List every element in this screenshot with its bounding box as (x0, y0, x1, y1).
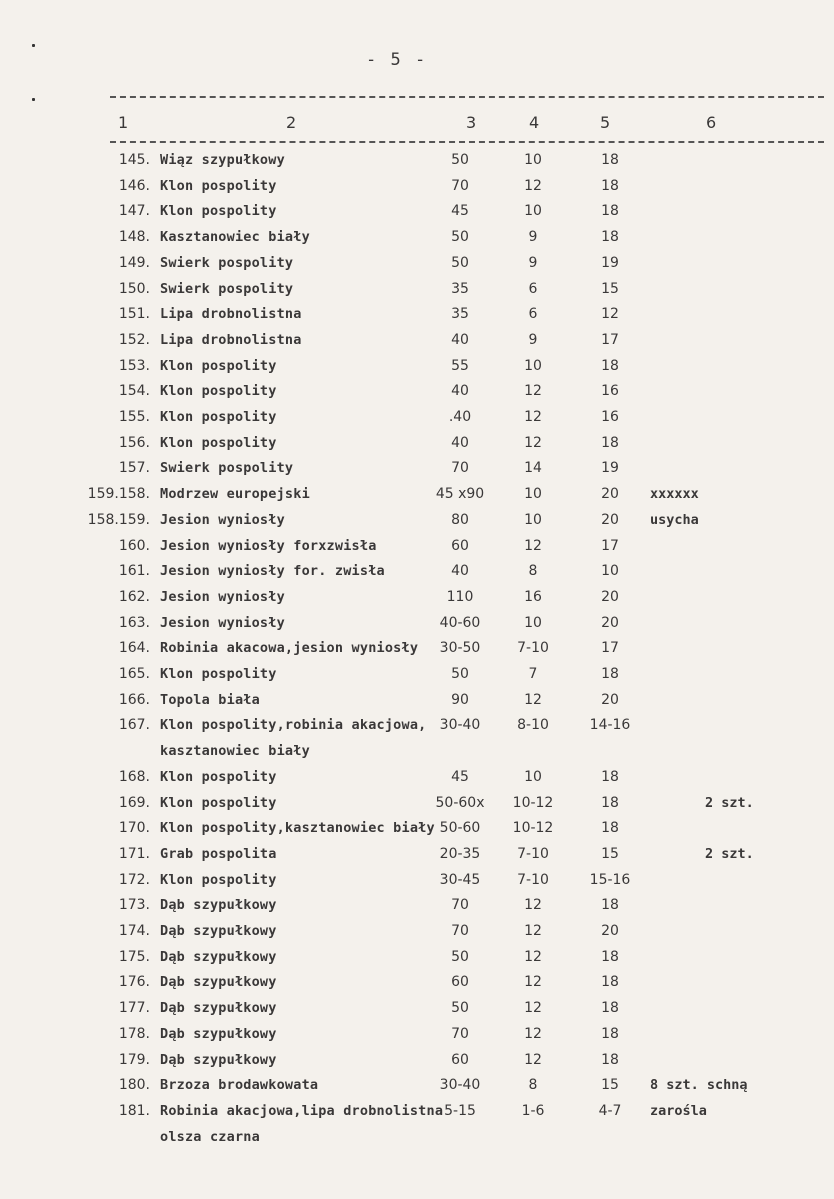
column-3-value: 110 (446, 588, 474, 605)
table-row (0, 846, 834, 871)
remarks: xxxxxx (650, 486, 699, 503)
column-3-value: 35 (451, 306, 469, 323)
row-number: 172. (118, 871, 150, 888)
species-name: Klon pospolity (160, 768, 277, 785)
column-4-value: 1-6 (521, 1102, 545, 1119)
table-row (0, 949, 834, 974)
table-row (0, 512, 834, 537)
species-name: Kasztanowiec biały (160, 229, 310, 246)
column-3-value: 55 (451, 357, 469, 374)
row-number: 175. (118, 948, 150, 965)
row-number: 178. (118, 1025, 150, 1042)
column-3-value: 40-60 (439, 614, 481, 631)
column-5-value: 17 (601, 331, 619, 348)
species-name: Swierk pospolity (160, 460, 294, 477)
column-3-value: 40 (451, 331, 469, 348)
column-3-value: 20-35 (439, 845, 481, 862)
column-4-value: 10 (524, 357, 542, 374)
column-4-value: 12 (524, 177, 542, 194)
column-5-value: 15 (601, 280, 619, 297)
column-4-value: 16 (524, 588, 542, 605)
species-name: Jesion wyniosły for. zwisła (160, 563, 385, 580)
row-number: 149. (118, 254, 150, 271)
column-3-value: 40 (451, 434, 469, 451)
column-3-value: 30-45 (439, 871, 481, 888)
column-5-value: 18 (601, 820, 619, 837)
column-4-value: 8-10 (517, 717, 549, 734)
species-name: Jesion wyniosły (160, 511, 285, 528)
column-3-value: 50 (451, 948, 469, 965)
column-5-value: 20 (601, 691, 619, 708)
column-5-value: 20 (601, 511, 619, 528)
column-3-value: 60 (451, 537, 469, 554)
species-name: Dąb szypułkowy (160, 974, 277, 991)
table-row (0, 203, 834, 228)
column-4-value: 7-10 (517, 845, 549, 862)
species-name: Klon pospolity (160, 666, 277, 682)
species-name: Klon pospolity (160, 871, 277, 888)
row-number: 170. (118, 820, 150, 837)
column-4-value: 12 (524, 948, 542, 965)
column-5-value: 12 (601, 306, 619, 323)
table-row (0, 332, 834, 357)
table-row (0, 666, 834, 691)
species-name: Robinia akacjowa,lipa drobnolistna (160, 1102, 444, 1119)
column-3-value: 50 (451, 666, 469, 682)
row-number: 145. (118, 152, 150, 168)
column-4-value: 12 (524, 691, 542, 708)
row-number: 150. (118, 280, 150, 297)
column-5-value: 20 (601, 614, 619, 631)
species-name: Grab pospolita (160, 845, 277, 862)
row-number: 165. (118, 666, 150, 682)
row-number: 156. (118, 434, 150, 451)
remarks: 8 szt. schną (650, 1077, 748, 1094)
column-5-value: 15 (601, 1077, 619, 1094)
column-3-value: 70 (451, 177, 469, 194)
column-4-value: 10 (524, 486, 542, 503)
table-row (0, 486, 834, 511)
column-3-value: .40 (448, 409, 472, 425)
column-5-value: 18 (601, 794, 619, 811)
column-3-value: 45 x90 (435, 486, 485, 503)
row-number: 147. (118, 203, 150, 220)
column-4-value: 12 (524, 434, 542, 451)
column-4-value: 7 (528, 666, 538, 682)
column-5-value: 19 (601, 460, 619, 477)
species-name: Modrzew europejski (160, 486, 310, 503)
column-3-value: 70 (451, 460, 469, 477)
column-3-value: 70 (451, 923, 469, 939)
column-4-value: 12 (524, 1000, 542, 1017)
speck (32, 98, 35, 101)
species-name: Jesion wyniosły (160, 614, 285, 631)
row-number: 173. (118, 897, 150, 914)
row-number: 146. (118, 177, 150, 194)
species-name: Klon pospolity (160, 409, 277, 425)
column-3-value: 50 (451, 254, 469, 271)
column-5-value: 20 (601, 588, 619, 605)
column-4-value: 10 (524, 203, 542, 220)
column-3-value: 40 (451, 563, 469, 580)
column-header-4: 4 (529, 113, 540, 132)
table-row (0, 615, 834, 640)
species-name: kasztanowiec biały (160, 743, 310, 760)
row-number: 167. (118, 717, 150, 734)
column-4-value: 14 (524, 460, 542, 477)
column-3-value: 70 (451, 1025, 469, 1042)
column-5-value: 18 (601, 152, 619, 168)
table-row (0, 743, 834, 768)
column-3-value: 30-40 (439, 1077, 481, 1094)
column-4-value: 12 (524, 383, 542, 400)
row-number: 152. (118, 331, 150, 348)
species-name: Brzoza brodawkowata (160, 1077, 319, 1094)
column-4-value: 6 (528, 280, 538, 297)
column-3-value: 40 (451, 383, 469, 400)
table-row (0, 435, 834, 460)
species-name: Swierk pospolity (160, 254, 294, 271)
column-header-6: 6 (706, 113, 717, 132)
row-number: 153. (118, 357, 150, 374)
column-header-3: 3 (466, 113, 477, 132)
table-row (0, 1052, 834, 1077)
column-4-value: 9 (528, 331, 538, 348)
table-row (0, 538, 834, 563)
column-5-value: 19 (601, 254, 619, 271)
table-row (0, 820, 834, 845)
column-5-value: 20 (601, 486, 619, 503)
table-row (0, 1103, 834, 1128)
column-4-value: 6 (528, 306, 538, 323)
column-3-value: 90 (451, 691, 469, 708)
column-5-value: 15-16 (589, 871, 631, 888)
column-3-value: 45 (451, 203, 469, 220)
row-number: 163. (118, 614, 150, 631)
table-row (0, 1077, 834, 1102)
column-4-value: 7-10 (517, 640, 549, 657)
page-number: - 5 - (366, 50, 428, 70)
row-number: 168. (118, 768, 150, 785)
table-row (0, 1026, 834, 1051)
table-row (0, 692, 834, 717)
row-number: 177. (118, 1000, 150, 1017)
table-row (0, 640, 834, 665)
column-5-value: 17 (601, 537, 619, 554)
species-name: Klon pospolity (160, 177, 277, 194)
species-name: Klon pospolity,robinia akacjowa, (160, 717, 427, 734)
column-4-value: 9 (528, 254, 538, 271)
column-5-value: 15 (601, 845, 619, 862)
row-number: 181. (118, 1102, 150, 1119)
remarks: zarośla (650, 1102, 707, 1119)
species-name: Robinia akacowa,jesion wyniosły (160, 640, 419, 657)
species-name: Klon pospolity (160, 794, 277, 811)
column-3-value: 50 (451, 229, 469, 246)
column-5-value: 18 (601, 1000, 619, 1017)
column-header-5: 5 (600, 113, 611, 132)
table-row (0, 769, 834, 794)
column-5-value: 18 (601, 666, 619, 682)
column-header-2: 2 (286, 113, 297, 132)
species-name: Klon pospolity (160, 203, 277, 220)
species-name: Dąb szypułkowy (160, 1051, 277, 1068)
column-3-value: 50-60x (435, 794, 485, 811)
table-row (0, 897, 834, 922)
row-number: 154. (118, 383, 150, 400)
table-row (0, 281, 834, 306)
species-name: Klon pospolity (160, 434, 277, 451)
table-row (0, 795, 834, 820)
column-5-value: 18 (601, 974, 619, 991)
remarks: 2 szt. (705, 794, 754, 811)
table-row (0, 358, 834, 383)
species-name: Swierk pospolity (160, 280, 294, 297)
table-row (0, 152, 834, 177)
table-row (0, 1000, 834, 1025)
row-number: 169. (118, 794, 150, 811)
table-row (0, 178, 834, 203)
column-3-value: 5-15 (444, 1102, 476, 1119)
column-4-value: 12 (524, 897, 542, 914)
row-number: 166. (118, 691, 150, 708)
species-name: Dąb szypułkowy (160, 948, 277, 965)
column-4-value: 10 (524, 768, 542, 785)
column-3-value: 30-40 (439, 717, 481, 734)
column-4-value: 9 (528, 229, 538, 246)
row-number: 176. (118, 974, 150, 991)
column-5-value: 18 (601, 203, 619, 220)
column-4-value: 8 (528, 563, 538, 580)
row-number: 164. (118, 640, 150, 657)
column-3-value: 35 (451, 280, 469, 297)
species-name: Dąb szypułkowy (160, 1025, 277, 1042)
species-name: Dąb szypułkowy (160, 923, 277, 939)
species-name: Lipa drobnolistna (160, 306, 302, 323)
speck (32, 44, 35, 47)
table-row (0, 229, 834, 254)
column-3-value: 45 (451, 768, 469, 785)
column-5-value: 18 (601, 1051, 619, 1068)
species-name: Lipa drobnolistna (160, 331, 302, 348)
column-5-value: 18 (601, 357, 619, 374)
column-4-value: 10 (524, 511, 542, 528)
table-row (0, 923, 834, 948)
column-5-value: 10 (601, 563, 619, 580)
row-number: 160. (118, 537, 150, 554)
column-5-value: 16 (601, 409, 619, 425)
row-number: 180. (118, 1077, 150, 1094)
column-4-value: 10 (524, 152, 542, 168)
species-name: Wiąz szypułkowy (160, 152, 285, 168)
column-3-value: 70 (451, 897, 469, 914)
column-3-value: 80 (451, 511, 469, 528)
column-5-value: 14-16 (589, 717, 631, 734)
header-top-rule (110, 96, 824, 98)
remarks: 2 szt. (705, 845, 754, 862)
table-row (0, 383, 834, 408)
column-4-value: 12 (524, 537, 542, 554)
column-5-value: 18 (601, 229, 619, 246)
column-3-value: 60 (451, 974, 469, 991)
species-name: Klon pospolity,kasztanowiec biały (160, 820, 435, 837)
column-4-value: 10-12 (512, 794, 554, 811)
column-5-value: 18 (601, 434, 619, 451)
column-5-value: 16 (601, 383, 619, 400)
column-3-value: 60 (451, 1051, 469, 1068)
remarks: usycha (650, 511, 699, 528)
column-4-value: 12 (524, 1051, 542, 1068)
table-row (0, 255, 834, 280)
species-name: Dąb szypułkowy (160, 1000, 277, 1017)
species-name: Klon pospolity (160, 357, 277, 374)
column-3-value: 50 (451, 152, 469, 168)
row-number: 151. (118, 306, 150, 323)
table-row (0, 974, 834, 999)
row-number: 158.159. (87, 511, 150, 528)
row-number: 157. (118, 460, 150, 477)
column-5-value: 18 (601, 948, 619, 965)
species-name: olsza czarna (160, 1128, 260, 1145)
row-number: 159.158. (87, 486, 150, 503)
column-4-value: 12 (524, 974, 542, 991)
column-4-value: 7-10 (517, 871, 549, 888)
column-header-1: 1 (118, 113, 129, 132)
table-row (0, 563, 834, 588)
table-row (0, 409, 834, 434)
species-name: Topola biała (160, 691, 260, 708)
species-name: Jesion wyniosły forxzwisła (160, 537, 377, 554)
table-row (0, 306, 834, 331)
column-3-value: 50-60 (439, 820, 481, 837)
species-name: Dąb szypułkowy (160, 897, 277, 914)
column-4-value: 12 (524, 409, 542, 425)
column-5-value: 18 (601, 177, 619, 194)
row-number: 148. (118, 229, 150, 246)
column-5-value: 17 (601, 640, 619, 657)
column-4-value: 8 (528, 1077, 538, 1094)
column-3-value: 50 (451, 1000, 469, 1017)
table-row (0, 872, 834, 897)
column-4-value: 10-12 (512, 820, 554, 837)
species-name: Klon pospolity (160, 383, 277, 400)
row-number: 171. (118, 845, 150, 862)
header-bottom-rule (110, 141, 824, 143)
column-5-value: 20 (601, 923, 619, 939)
row-number: 162. (118, 588, 150, 605)
row-number: 155. (118, 409, 150, 425)
column-3-value: 30-50 (439, 640, 481, 657)
column-4-value: 12 (524, 1025, 542, 1042)
table-row (0, 1129, 834, 1154)
table-row (0, 460, 834, 485)
column-5-value: 4-7 (598, 1102, 622, 1119)
column-4-value: 12 (524, 923, 542, 939)
species-name: Jesion wyniosły (160, 588, 285, 605)
row-number: 161. (118, 563, 150, 580)
column-5-value: 18 (601, 1025, 619, 1042)
column-4-value: 10 (524, 614, 542, 631)
table-row (0, 717, 834, 742)
column-5-value: 18 (601, 897, 619, 914)
row-number: 179. (118, 1051, 150, 1068)
table-row (0, 589, 834, 614)
row-number: 174. (118, 923, 150, 939)
column-5-value: 18 (601, 768, 619, 785)
